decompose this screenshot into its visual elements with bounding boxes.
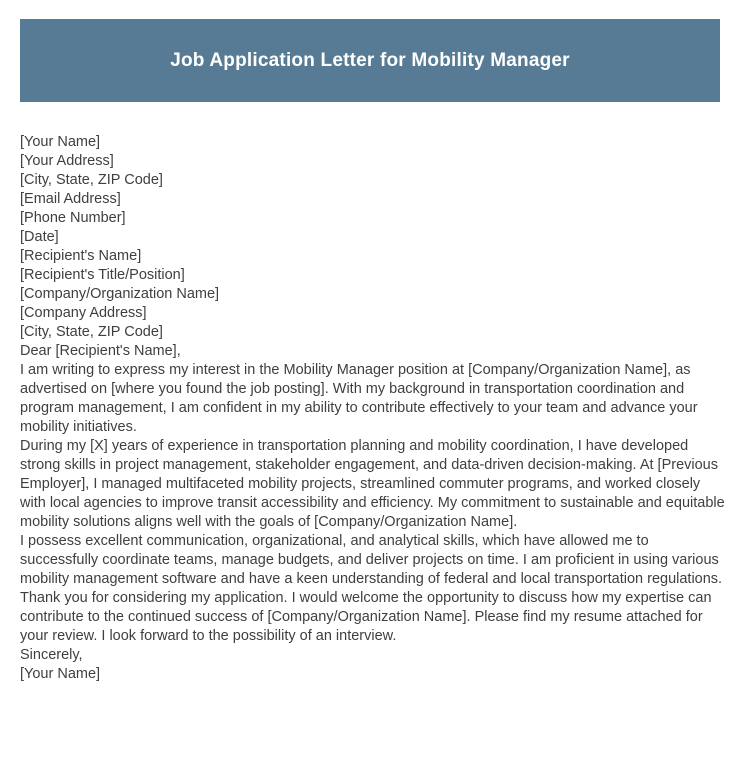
salutation: Dear [Recipient's Name], bbox=[20, 343, 181, 359]
letter-body bbox=[20, 133, 726, 684]
paragraph: Thank you for considering my application. I would welcome the opportunity to discuss how my expertise can contribute to the continued success of [Company/Organization Name]. Please find my resume attached for your review. I look forward to the possibility of an interview. bbox=[20, 590, 712, 644]
recipient-line: [City, State, ZIP Code] bbox=[20, 324, 163, 340]
closing: Sincerely, bbox=[20, 647, 83, 663]
sender-line: [Date] bbox=[20, 229, 59, 245]
sender-line: [Your Name] bbox=[20, 134, 101, 150]
sender-line: [Email Address] bbox=[20, 191, 121, 207]
paragraph: I possess excellent communication, organizational, and analytical skills, which have allowed me to successfully coordinate teams, manage budgets, and deliver projects on time. I am proficient in using various mobility management software and have a keen understanding of federal and local transportation regulations. bbox=[20, 533, 723, 587]
recipient-line: [Recipient's Title/Position] bbox=[20, 267, 185, 283]
sender-line: [City, State, ZIP Code] bbox=[20, 172, 163, 188]
paragraph: I am writing to express my interest in the Mobility Manager position at [Company/Organization Name], as advertised on [where you found the job posting]. With my background in transportation coordination and program management, I am confident in my ability to contribute effectively to your team and advance your mobility initiatives. bbox=[20, 362, 698, 435]
sender-line: [Your Address] bbox=[20, 153, 114, 169]
sender-line: [Phone Number] bbox=[20, 210, 126, 226]
recipient-line: [Company Address] bbox=[20, 305, 147, 321]
recipient-line: [Company/Organization Name] bbox=[20, 286, 220, 302]
signature: [Your Name] bbox=[20, 666, 101, 682]
page-title: Job Application Letter for Mobility Manager bbox=[170, 49, 570, 71]
title-banner bbox=[20, 19, 720, 102]
recipient-line: [Recipient's Name] bbox=[20, 248, 142, 264]
paragraph: During my [X] years of experience in transportation planning and mobility coordination, I have developed strong skills in project management, stakeholder engagement, and data-driven decision-making. At [Previous Employer], I managed multifaceted mobility projects, streamlined commuter programs, and worked closely with local agencies to improve transit accessibility and efficiency. My commitment to sustainable and equitable mobility solutions aligns well with the goals of [Company/Organization Name]. bbox=[20, 438, 725, 530]
